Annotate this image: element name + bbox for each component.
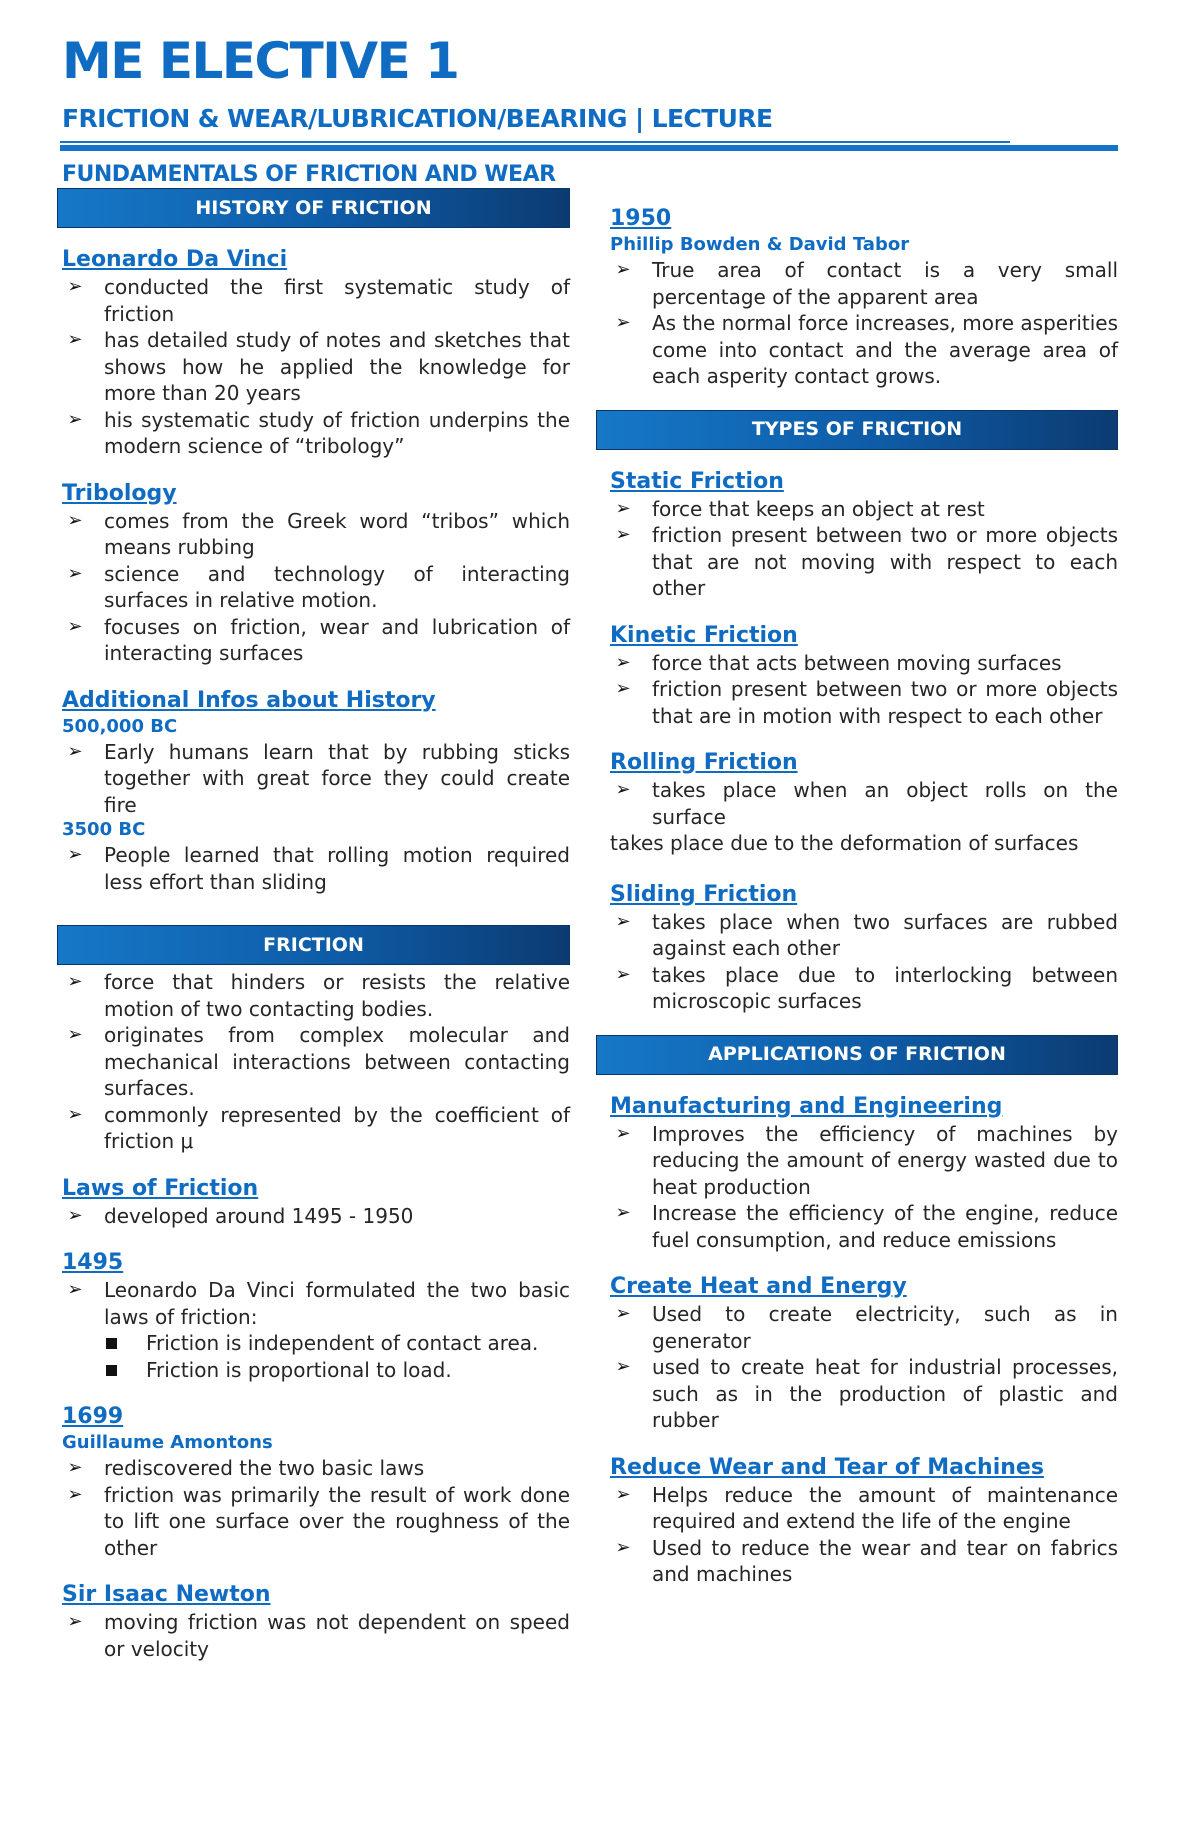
- list-item-text: force that keeps an object at rest: [652, 496, 985, 521]
- list-item-text: Early humans learn that by rubbing sticks together with great force they could create fire: [104, 739, 570, 817]
- year-1950-list: [610, 257, 1118, 390]
- list-item-text: Leonardo Da Vinci formulated the two basic laws of friction:: [104, 1278, 570, 1329]
- rolling-note: takes place due to the deformation of surfaces: [610, 831, 1079, 855]
- arrowhead-bullet-icon: ➢: [67, 1483, 83, 1505]
- list-item: [62, 274, 570, 327]
- year-1495-list: [62, 1277, 570, 1330]
- list-item: [62, 1482, 570, 1562]
- arrowhead-bullet-icon: ➢: [67, 844, 83, 865]
- bowden-tabor-name: Phillip Bowden & David Tabor: [610, 234, 910, 255]
- arrowhead-bullet-icon: ➢: [615, 1536, 631, 1558]
- history-banner: HISTORY OF FRICTION: [57, 188, 570, 228]
- tribology-list: [62, 508, 570, 667]
- list-item: [62, 1102, 570, 1155]
- list-item: [610, 1535, 1118, 1588]
- section-title: FUNDAMENTALS OF FRICTION AND WEAR: [62, 162, 556, 187]
- year-1699-heading: 1699: [62, 1404, 124, 1429]
- list-item-text: As the normal force increases, more asperities come into contact and the average area of each asperity contact grows.: [652, 311, 1118, 388]
- list-item-text: conducted the first systematic study of friction: [104, 275, 570, 326]
- list-item-text: commonly represented by the coefficient of friction μ: [104, 1102, 570, 1153]
- list-item-text: People learned that rolling motion required less effort than sliding: [104, 843, 570, 894]
- arrowhead-bullet-icon: ➢: [67, 1457, 83, 1478]
- arrowhead-bullet-icon: ➢: [615, 651, 631, 673]
- list-item-text: developed around 1495 - 1950: [104, 1203, 414, 1228]
- arrowhead-bullet-icon: ➢: [67, 509, 83, 531]
- list-item-text: force that hinders or resists the relative motion of two contacting bodies.: [104, 970, 570, 1021]
- sub-list-item: [62, 1330, 570, 1357]
- arrowhead-bullet-icon: ➢: [615, 1483, 631, 1505]
- list-item: [610, 909, 1118, 962]
- list-item-text: Helps reduce the amount of maintenance required and extend the life of the engine: [652, 1482, 1118, 1533]
- sliding-list: [610, 909, 1118, 1015]
- arrowhead-bullet-icon: ➢: [67, 971, 83, 992]
- list-item: [62, 1203, 570, 1230]
- list-item: [62, 407, 570, 460]
- list-item-text: takes place when an object rolls on the surface: [652, 778, 1118, 829]
- list-item: [62, 1022, 570, 1102]
- list-item-text: science and technology of interacting surfaces in relative motion.: [104, 561, 570, 612]
- list-item: [62, 842, 570, 895]
- list-item-text: Used to reduce the wear and tear on fabrics and machines: [652, 1535, 1118, 1586]
- list-item: [62, 561, 570, 614]
- list-item: [62, 1609, 570, 1662]
- list-item-text: takes place due to interlocking between microscopic surfaces: [652, 962, 1118, 1013]
- list-item: [610, 650, 1118, 677]
- list-item: [62, 1277, 570, 1330]
- friction-laws-sublist: [62, 1330, 570, 1383]
- right-column: [610, 205, 1118, 1588]
- list-item-text: comes from the Greek word “tribos” which means rubbing: [104, 508, 570, 559]
- arrowhead-bullet-icon: ➢: [615, 497, 631, 519]
- list-item-text: Improves the efficiency of machines by reducing the amount of energy wasted due to heat production: [652, 1121, 1118, 1199]
- list-item: [610, 310, 1118, 390]
- amontons-name: Guillaume Amontons: [62, 1432, 273, 1453]
- arrowhead-bullet-icon: ➢: [615, 963, 631, 985]
- list-item: [610, 1482, 1118, 1535]
- header-divider: [60, 145, 1118, 151]
- list-item-text: Used to create electricity, such as in generator: [652, 1302, 1118, 1353]
- list-item-text: his systematic study of friction underpins the modern science of “tribology”: [104, 407, 570, 458]
- page-title: ME ELECTIVE 1: [62, 32, 459, 90]
- list-item-text: takes place when two surfaces are rubbed against each other: [652, 909, 1118, 960]
- arrowhead-bullet-icon: ➢: [67, 276, 83, 297]
- era1-list: [62, 739, 570, 819]
- davinci-list: [62, 274, 570, 460]
- arrowhead-bullet-icon: ➢: [615, 1202, 631, 1223]
- list-item: [610, 676, 1118, 729]
- list-item-text: friction present between two or more objects that are not moving with respect to each other: [652, 523, 1118, 600]
- list-item: [610, 777, 1118, 830]
- arrowhead-bullet-icon: ➢: [67, 1204, 83, 1226]
- list-item-text: True area of contact is a very small percentage of the apparent area: [652, 258, 1118, 309]
- newton-list: [62, 1609, 570, 1662]
- heat-energy-heading: Create Heat and Energy: [610, 1274, 907, 1299]
- arrowhead-bullet-icon: ➢: [67, 408, 83, 430]
- era2-list: [62, 842, 570, 895]
- list-item-text: force that acts between moving surfaces: [652, 650, 1062, 675]
- arrowhead-bullet-icon: ➢: [615, 259, 631, 280]
- kinetic-heading: Kinetic Friction: [610, 622, 798, 648]
- list-item-text: friction present between two or more objects that are in motion with respect to each other: [652, 677, 1118, 728]
- list-item: [62, 969, 570, 1022]
- arrowhead-bullet-icon: ➢: [615, 779, 631, 800]
- sub-list-item-text: Friction is proportional to load.: [146, 1357, 452, 1382]
- tribology-heading: Tribology: [62, 480, 177, 506]
- list-item: [62, 1455, 570, 1482]
- year-1950-heading: 1950: [610, 206, 672, 231]
- davinci-heading: Leonardo Da Vinci: [62, 247, 288, 272]
- friction-list: [62, 969, 570, 1155]
- arrowhead-bullet-icon: ➢: [67, 329, 83, 350]
- laws-heading: Laws of Friction: [62, 1175, 259, 1201]
- static-list: [610, 496, 1118, 602]
- arrowhead-bullet-icon: ➢: [67, 1024, 83, 1045]
- arrowhead-bullet-icon: ➢: [615, 1303, 631, 1324]
- list-item: [610, 1354, 1118, 1434]
- heat-energy-list: [610, 1301, 1118, 1434]
- list-item: [610, 1121, 1118, 1201]
- square-bullet-icon: [106, 1365, 117, 1376]
- list-item: [610, 962, 1118, 1015]
- wear-tear-heading: Reduce Wear and Tear of Machines: [610, 1454, 1044, 1480]
- sub-list-item: [62, 1357, 570, 1384]
- year-1495-heading: 1495: [62, 1250, 124, 1275]
- list-item: [610, 1200, 1118, 1253]
- list-item-text: originates from complex molecular and mechanical interactions between contacting surfaces.: [104, 1023, 570, 1100]
- friction-banner: FRICTION: [57, 925, 570, 965]
- page-subtitle: FRICTION & WEAR/LUBRICATION/BEARING | LECTURE: [62, 104, 773, 133]
- types-banner: TYPES OF FRICTION: [596, 410, 1118, 450]
- rolling-list: [610, 777, 1118, 830]
- laws-list: [62, 1203, 570, 1230]
- list-item-text: used to create heat for industrial processes, such as in the production of plastic and rubber: [652, 1355, 1118, 1432]
- applications-banner: APPLICATIONS OF FRICTION: [596, 1035, 1118, 1075]
- kinetic-list: [610, 650, 1118, 730]
- list-item-text: moving friction was not dependent on speed or velocity: [104, 1610, 570, 1661]
- era-500000bc: 500,000 BC: [62, 715, 178, 737]
- list-item: [610, 257, 1118, 310]
- static-heading: Static Friction: [610, 468, 784, 494]
- list-item: [62, 327, 570, 407]
- arrowhead-bullet-icon: ➢: [615, 910, 631, 932]
- sliding-heading: Sliding Friction: [610, 881, 798, 907]
- manufacturing-list: [610, 1121, 1118, 1254]
- arrowhead-bullet-icon: ➢: [615, 524, 631, 545]
- manufacturing-heading: Manufacturing and Engineering: [610, 1093, 1003, 1119]
- arrowhead-bullet-icon: ➢: [615, 678, 631, 699]
- left-column: [62, 188, 570, 1662]
- arrowhead-bullet-icon: ➢: [67, 562, 83, 584]
- newton-heading: Sir Isaac Newton: [62, 1582, 271, 1607]
- list-item-text: rediscovered the two basic laws: [104, 1456, 425, 1480]
- arrowhead-bullet-icon: ➢: [67, 1279, 83, 1300]
- year-1699-list: [62, 1455, 570, 1561]
- arrowhead-bullet-icon: ➢: [67, 615, 83, 637]
- sub-list-item-text: Friction is independent of contact area.: [146, 1331, 539, 1355]
- rolling-heading: Rolling Friction: [610, 750, 798, 775]
- square-bullet-icon: [106, 1338, 117, 1349]
- arrowhead-bullet-icon: ➢: [615, 1356, 631, 1377]
- arrowhead-bullet-icon: ➢: [67, 740, 83, 762]
- arrowhead-bullet-icon: ➢: [615, 1122, 631, 1144]
- list-item-text: Increase the efficiency of the engine, reduce fuel consumption, and reduce emissions: [652, 1201, 1118, 1252]
- list-item-text: has detailed study of notes and sketches that shows how he applied the knowledge for more than 20 years: [104, 328, 570, 405]
- list-item: [62, 739, 570, 819]
- list-item: [610, 522, 1118, 602]
- list-item-text: friction was primarily the result of work done to lift one surface over the roughness of the other: [104, 1482, 570, 1560]
- arrowhead-bullet-icon: ➢: [67, 1611, 83, 1632]
- list-item: [62, 508, 570, 561]
- arrowhead-bullet-icon: ➢: [67, 1103, 83, 1125]
- wear-tear-list: [610, 1482, 1118, 1588]
- list-item: [62, 614, 570, 667]
- arrowhead-bullet-icon: ➢: [615, 312, 631, 333]
- additional-heading: Additional Infos about History: [62, 687, 436, 713]
- list-item-text: focuses on friction, wear and lubrication of interacting surfaces: [104, 614, 570, 665]
- era-3500bc: 3500 BC: [62, 819, 146, 840]
- list-item: [610, 496, 1118, 523]
- list-item: [610, 1301, 1118, 1354]
